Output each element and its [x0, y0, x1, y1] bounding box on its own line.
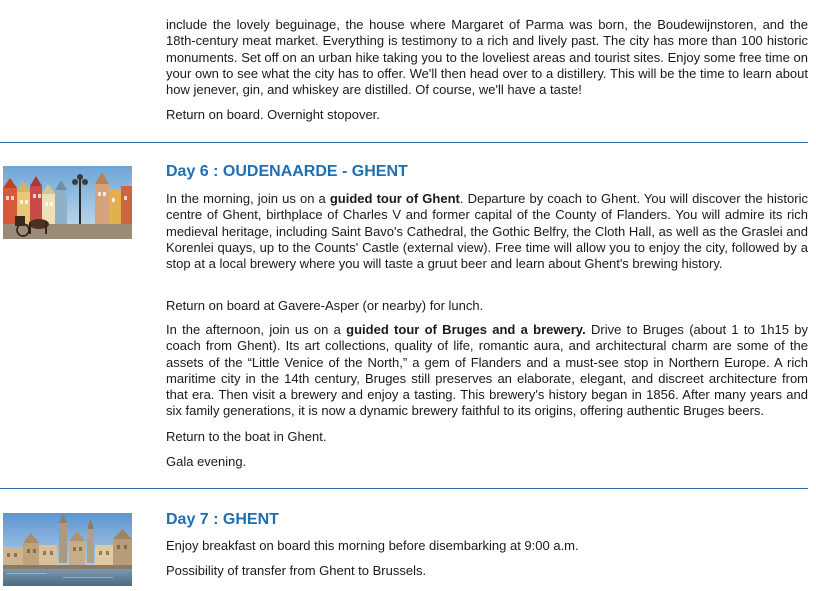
day6-morning-highlight: guided tour of Ghent	[329, 191, 460, 206]
day7-title: Day 7 : GHENT	[166, 511, 279, 528]
intro-return-text: Return on board. Overnight stopover.	[166, 107, 380, 122]
day6-afternoon-intro: In the afternoon, join us on a	[166, 322, 347, 337]
bruges-market-square-photo	[3, 166, 132, 239]
day7-photo	[3, 513, 132, 586]
day6-paragraph-afternoon	[166, 322, 808, 420]
ghent-graslei-quay-photo	[3, 513, 132, 586]
day6-photo	[3, 166, 132, 239]
day6-afternoon-highlight: guided tour of Bruges and a brewery.	[346, 322, 586, 337]
day6-return-text: Return to the boat in Ghent.	[166, 429, 327, 444]
day7-breakfast-text: Enjoy breakfast on board this morning before disembarking at 9:00 a.m.	[166, 538, 579, 553]
day6-morning-intro: In the morning, join us on a	[166, 191, 330, 206]
day7-transfer-text: Possibility of transfer from Ghent to Brussels.	[166, 563, 427, 578]
day6-morning-details: . Departure by coach to Ghent. You will discover the historic centre of Ghent, birthplace of Charles V and former capital of the County of Flanders. You will admire its rich medieval heritage, including Saint Bavo's Cathedral, the Gothic Belfry, the Cloth Hall, as well as the Graslei and Korenlei quays, up to the Counts' Castle (external view). Free time will allow you to enjoy the city, followed by a stop at a local brewery where you will taste a gruut beer and learn about Ghent's brewing history.	[166, 191, 808, 272]
day6-paragraph-morning	[166, 191, 808, 272]
day6-gala-text: Gala evening.	[166, 454, 247, 469]
day6-lunch-text: Return on board at Gavere-Asper (or nearby) for lunch.	[166, 298, 484, 313]
section-divider	[0, 142, 808, 143]
section-divider	[0, 488, 808, 489]
intro-paragraph: include the lovely beguinage, the house where Margaret of Parma was born, the Boudewijnstoren, and the 18th-century meat market. Everything is testimony to a rich and lively past. The city has more than 100 historic monuments. Set off on an urban hike taking you to the loveliest areas and tourist sites. Enjoy some free time on your own to see what the city has to offer. We'll then head over to a distillery. This will be the time to learn about how jenever, gin, and whiskey are distilled. Of course, we'll have a taste!	[166, 17, 808, 98]
day6-title: Day 6 : OUDENAARDE - GHENT	[166, 163, 408, 180]
day6-afternoon-details: Drive to Bruges (about 1 to 1h15 by coach from Ghent). Its art collections, quality of life, romantic aura, and architectural charm are some of the assets of the “Little Venice of the North,” a gem of Flanders and a must-see stop in Northern Europe. A rich maritime city in the 14th century, Bruges still preserves an elaborate, elegant, and discreet architecture from that era. Then visit a brewery and enjoy a tasting. This brewery's history began in 1856. After many years and six family generations, it is now a dynamic brewery faithful to its origins, offering authentic Bruges beers.	[166, 322, 808, 419]
